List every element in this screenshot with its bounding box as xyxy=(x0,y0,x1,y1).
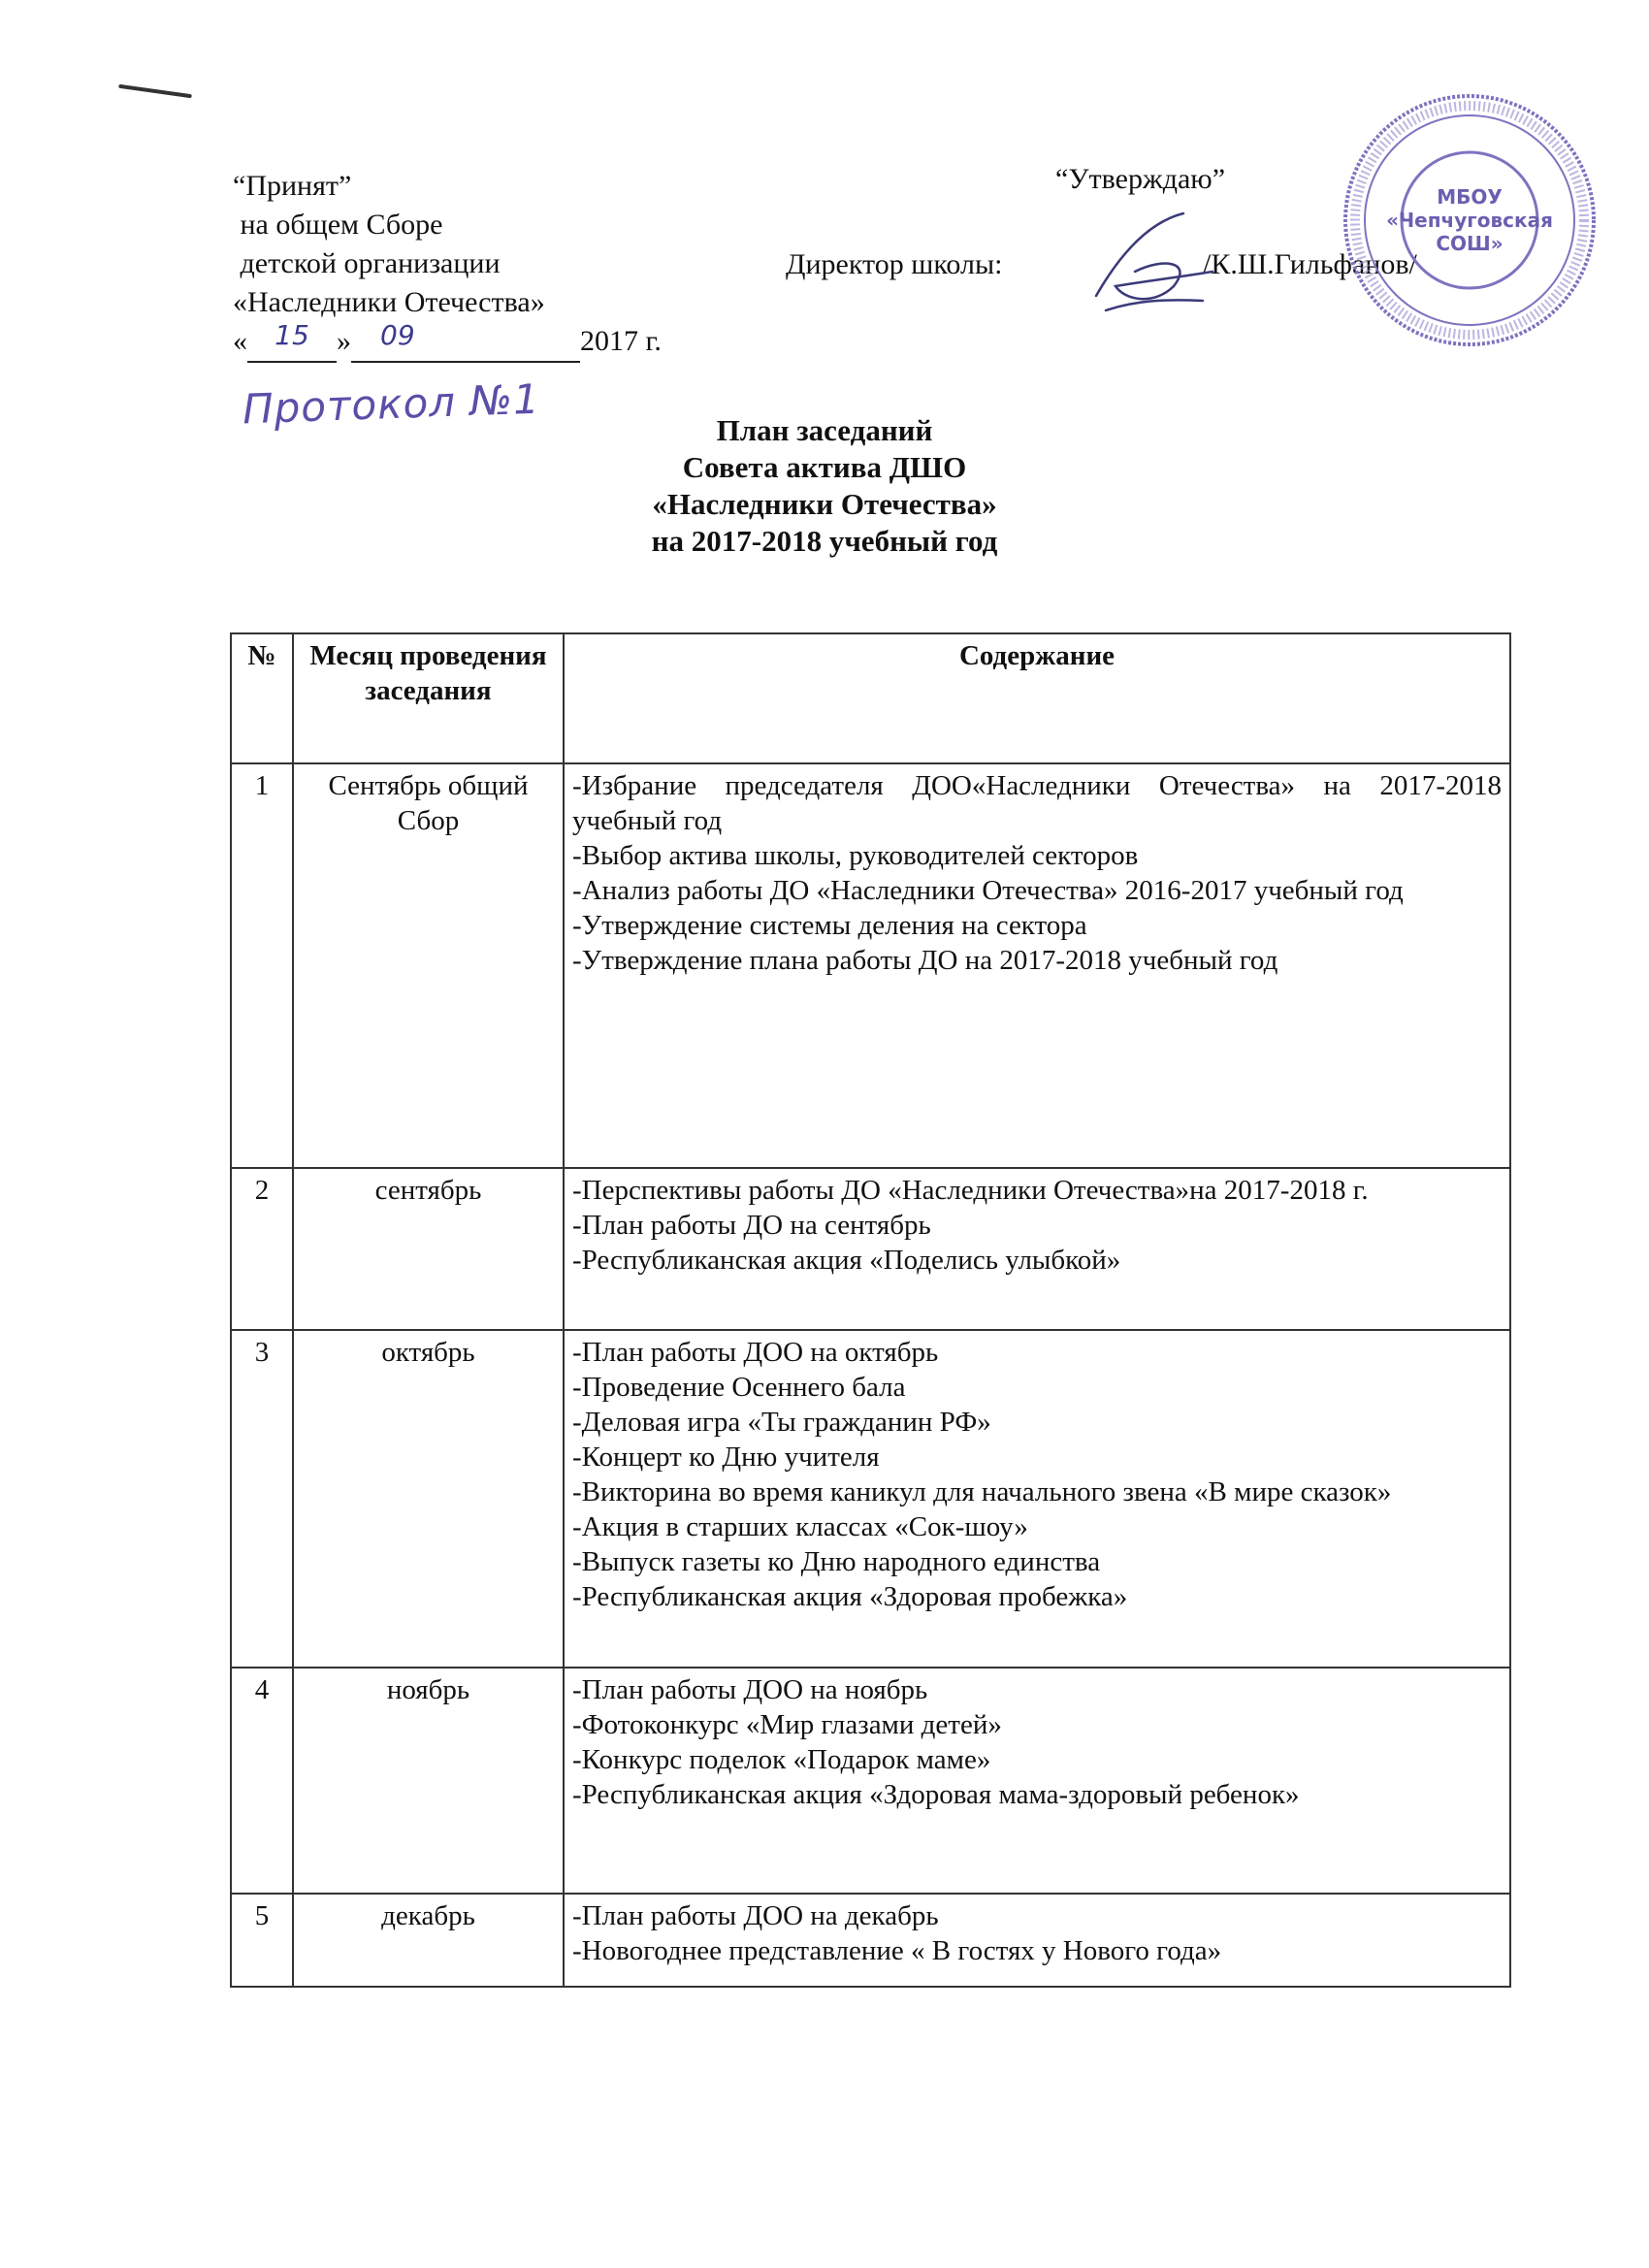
row-month: ноябрь xyxy=(293,1668,564,1894)
row-content xyxy=(564,1168,1510,1330)
date-month-field xyxy=(351,319,580,363)
row-item: -План работы ДО на сентябрь xyxy=(572,1210,931,1241)
title-line1: План заседаний xyxy=(716,413,933,447)
row-item: -Проведение Осеннего бала xyxy=(572,1372,906,1403)
row-no: 3 xyxy=(231,1330,293,1668)
row-item: -Конкурс поделок «Подарок маме» xyxy=(572,1744,991,1775)
accepted-line3: детской организации xyxy=(233,247,501,279)
header-no: № xyxy=(231,633,293,763)
stamp-line1: МБОУ xyxy=(1437,185,1503,209)
row-content xyxy=(564,1894,1510,1987)
row-content xyxy=(564,1668,1510,1894)
date-open-quote: « xyxy=(233,325,247,357)
row-content xyxy=(564,763,1510,1168)
pen-mark xyxy=(118,84,192,99)
date-day: 15 xyxy=(275,319,309,351)
row-item: -Республиканская акция «Здоровая пробежка» xyxy=(572,1581,1128,1612)
row-item: -Концерт ко Дню учителя xyxy=(572,1442,880,1473)
accepted-line2: на общем Сборе xyxy=(233,209,443,241)
title-line3: «Наследники Отечества» xyxy=(652,487,997,521)
row-no: 2 xyxy=(231,1168,293,1330)
table-header-row xyxy=(231,633,1510,763)
table-row xyxy=(231,1168,1510,1330)
stamp-line3: СОШ» xyxy=(1436,232,1504,255)
row-item: -Избрание председателя ДОО«Наследники Отечества» на 2017-2018 учебный год xyxy=(572,770,1502,836)
row-item: -Республиканская акция «Здоровая мама-здоровый ребенок» xyxy=(572,1779,1300,1810)
row-item: -Акция в старших классах «Сок-шоу» xyxy=(572,1511,1028,1542)
stamp-line2: «Чепчуговская xyxy=(1386,209,1553,232)
row-item: -План работы ДОО на ноябрь xyxy=(572,1674,928,1705)
accepted-label: “Принят” xyxy=(233,170,352,202)
row-no: 4 xyxy=(231,1668,293,1894)
plan-table xyxy=(230,632,1511,1988)
accepted-line4: «Наследники Отечества» xyxy=(233,286,545,318)
row-month: декабрь xyxy=(293,1894,564,1987)
row-item: -Утверждение системы деления на сектора xyxy=(572,910,1087,941)
date-day-field xyxy=(247,319,337,363)
row-item: -Выбор актива школы, руководителей секторов xyxy=(572,840,1139,871)
row-item: -Викторина во время каникул для начального звена «В мире сказок» xyxy=(572,1476,1392,1507)
header-content: Содержание xyxy=(564,633,1510,763)
date-year: 2017 г. xyxy=(580,325,662,357)
row-item: -Анализ работы ДО «Наследники Отечества» 2016-2017 учебный год xyxy=(572,875,1404,906)
row-no: 5 xyxy=(231,1894,293,1987)
row-month: октябрь xyxy=(293,1330,564,1668)
row-item: -Утверждение плана работы ДО на 2017-2018 учебный год xyxy=(572,945,1278,976)
protocol-handwritten: Протокол №1 xyxy=(242,374,541,434)
approve-label: “Утверждаю” xyxy=(1055,163,1226,195)
date-close-quote: » xyxy=(337,325,351,357)
table-row xyxy=(231,1668,1510,1894)
director-name: /К.Ш.Гильфанов/ xyxy=(1203,248,1417,280)
row-item: -Республиканская акция «Поделись улыбкой» xyxy=(572,1245,1121,1276)
school-stamp xyxy=(1339,89,1600,351)
date-month: 09 xyxy=(380,319,415,351)
row-item: -Перспективы работы ДО «Наследники Отечества»на 2017-2018 г. xyxy=(572,1175,1369,1206)
title-line4: на 2017-2018 учебный год xyxy=(651,524,998,558)
row-month: сентябрь xyxy=(293,1168,564,1330)
row-no: 1 xyxy=(231,763,293,1168)
header-month: Месяц проведения заседания xyxy=(293,633,564,763)
director-label: Директор школы: xyxy=(786,248,1003,280)
document-title xyxy=(0,412,1649,560)
row-item: -Выпуск газеты ко Дню народного единства xyxy=(572,1546,1101,1577)
row-content xyxy=(564,1330,1510,1668)
title-line2: Совета актива ДШО xyxy=(682,450,967,484)
row-item: -Фотоконкурс «Мир глазами детей» xyxy=(572,1709,1002,1740)
signature xyxy=(1077,204,1222,320)
row-item: -План работы ДОО на декабрь xyxy=(572,1900,939,1931)
table-row xyxy=(231,1330,1510,1668)
table-row xyxy=(231,1894,1510,1987)
row-item: -План работы ДОО на октябрь xyxy=(572,1337,939,1368)
stamp-text xyxy=(1339,89,1600,351)
accepted-date xyxy=(233,319,662,363)
table-row xyxy=(231,763,1510,1168)
row-item: -Деловая игра «Ты гражданин РФ» xyxy=(572,1407,991,1438)
accepted-block xyxy=(233,167,662,363)
row-month: Сентябрь общий Сбор xyxy=(293,763,564,1168)
row-item: -Новогоднее представление « В гостях у Нового года» xyxy=(572,1935,1222,1966)
